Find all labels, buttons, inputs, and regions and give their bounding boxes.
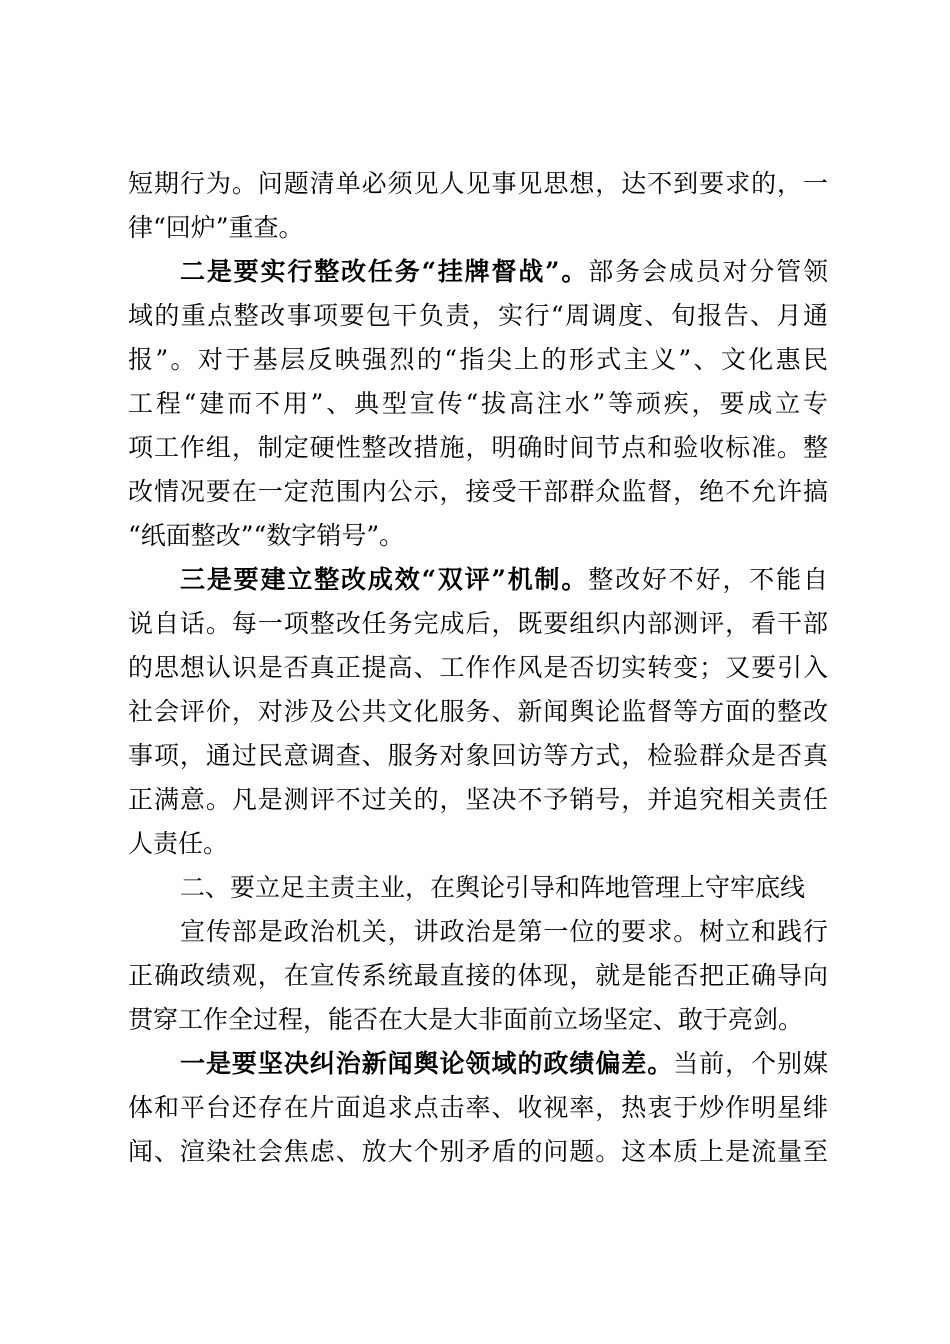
paragraph-line: 报”。对于基层反映强烈的“指尖上的形式主义”、文化惠民 — [128, 345, 828, 374]
paragraph-line — [180, 1042, 828, 1086]
paragraph-line: 正满意。凡是测评不过关的，坚决不予销号，并追究相关责任 — [128, 785, 828, 814]
paragraph-line: 宣传部是政治机关，讲政治是第一位的要求。树立和践行 — [180, 917, 828, 946]
paragraph-line: 项工作组，制定硬性整改措施，明确时间节点和验收标准。整 — [128, 433, 828, 462]
paragraph-line — [180, 250, 828, 294]
paragraph-line: 域的重点整改事项要包干负责，实行“周调度、旬报告、月通 — [128, 301, 828, 330]
paragraph-line: 事项，通过民意调查、服务对象回访等方式，检验群众是否真 — [128, 741, 828, 770]
paragraph-line: “纸面整改”“数字销号”。 — [128, 521, 405, 550]
paragraph-lead-heading: 一是要坚决纠治新闻舆论领域的政绩偏差。 — [180, 1049, 674, 1078]
paragraph-text: 整改好不好，不能自 — [588, 565, 828, 594]
paragraph-line: 贯穿工作全过程，能否在大是大非面前立场坚定、敢于亮剑。 — [128, 1005, 804, 1034]
paragraph-line: 的思想认识是否真正提高、工作作风是否切实转变；又要引入 — [128, 653, 828, 682]
paragraph-line: 体和平台还存在片面追求点击率、收视率，热衷于炒作明星绯 — [128, 1093, 828, 1122]
paragraph-text: 当前，个别媒 — [673, 1049, 828, 1078]
paragraph-line — [180, 558, 828, 602]
paragraph-line: 改情况要在一定范围内公示，接受干部群众监督，绝不允许搞 — [128, 477, 828, 506]
paragraph-line: 工程“建而不用”、典型宣传“拔高注水”等顽疾，要成立专 — [128, 389, 828, 418]
paragraph-line: 律“回炉”重查。 — [128, 213, 304, 242]
paragraph-lead-heading: 二是要实行整改任务“挂牌督战”。 — [180, 257, 589, 286]
paragraph-text: 部务会成员对分管领 — [588, 257, 828, 286]
paragraph-line: 社会评价，对涉及公共文化服务、新闻舆论监督等方面的整改 — [128, 697, 828, 726]
paragraph-line: 短期行为。问题清单必须见人见事见思想，达不到要求的，一 — [128, 169, 828, 198]
paragraph-line: 闻、渲染社会焦虑、放大个别矛盾的问题。这本质上是流量至 — [128, 1137, 828, 1166]
section-heading: 二、要立足主责主业，在舆论引导和阵地管理上守牢底线 — [180, 873, 806, 902]
paragraph-line: 人责任。 — [128, 829, 229, 858]
paragraph-line: 正确政绩观，在宣传系统最直接的体现，就是能否把正确导向 — [128, 961, 828, 990]
paragraph-lead-heading: 三是要建立整改成效“双评”机制。 — [180, 565, 589, 594]
paragraph-line: 说自话。每一项整改任务完成后，既要组织内部测评，看干部 — [128, 609, 828, 638]
